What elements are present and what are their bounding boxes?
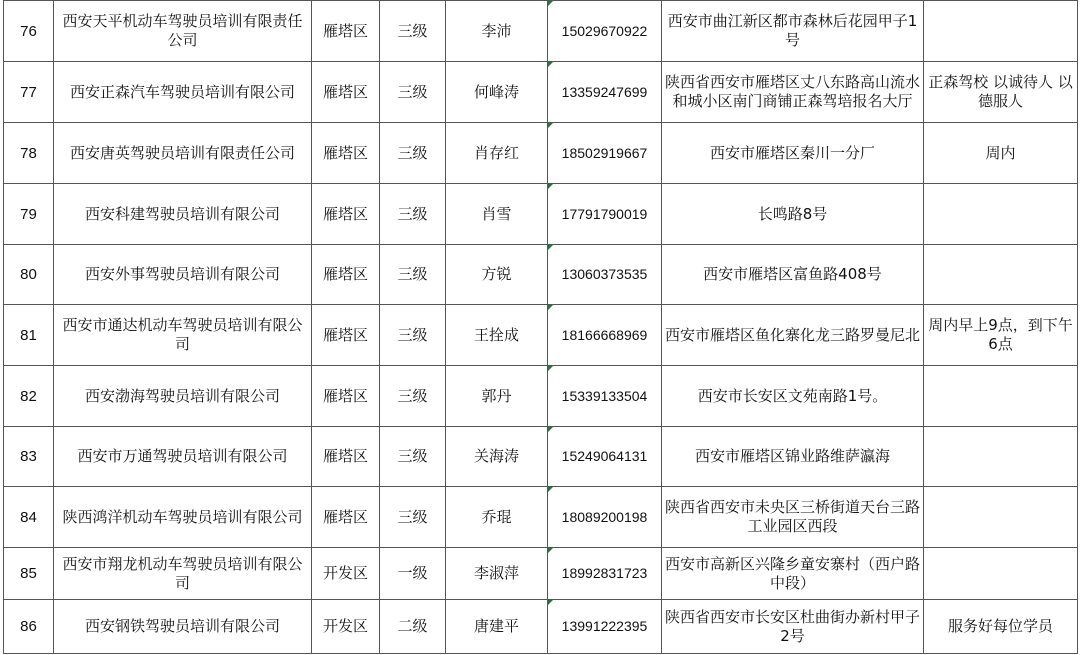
row-number-cell xyxy=(4,600,54,654)
contact-person-text: 李淑萍 xyxy=(473,564,519,582)
school-name-cell xyxy=(54,123,312,184)
level-cell xyxy=(380,366,446,427)
district-text: 开发区 xyxy=(322,617,368,635)
row-number-cell xyxy=(4,123,54,184)
phone-text: 13359247699 xyxy=(561,83,648,100)
district-text: 雁塔区 xyxy=(322,82,368,101)
district-text: 雁塔区 xyxy=(322,447,368,465)
phone-cell xyxy=(548,487,662,548)
note-cell xyxy=(924,245,1078,305)
contact-person-text: 方锐 xyxy=(481,265,512,283)
district-text: 雁塔区 xyxy=(322,507,368,526)
address-text: 西安市高新区兴隆乡童安寨村（西户路中段） xyxy=(665,554,921,592)
address-cell xyxy=(662,305,924,366)
note-cell xyxy=(924,366,1078,427)
school-name-cell xyxy=(54,427,312,487)
cell-indicator-mark xyxy=(548,184,553,189)
phone-text: 15249064131 xyxy=(561,448,648,464)
school-name-cell xyxy=(54,600,312,654)
address-cell xyxy=(662,548,924,600)
level-text: 三级 xyxy=(397,325,428,344)
table-row xyxy=(4,427,1078,487)
district-cell xyxy=(312,1,380,62)
table-row xyxy=(4,184,1078,245)
contact-person-cell xyxy=(446,600,548,654)
phone-text: 18502919667 xyxy=(561,144,648,161)
phone-text: 13991222395 xyxy=(561,618,648,634)
note-text: 周内早上9点，到下午6点 xyxy=(928,316,1073,353)
district-text: 雁塔区 xyxy=(322,325,368,344)
phone-cell xyxy=(548,548,662,600)
level-text: 三级 xyxy=(397,21,428,40)
level-cell xyxy=(380,1,446,62)
district-cell xyxy=(312,427,380,487)
row-number-text: 81 xyxy=(20,326,37,344)
contact-person-text: 乔琨 xyxy=(481,507,512,526)
phone-cell xyxy=(548,245,662,305)
row-number-text: 80 xyxy=(20,266,37,283)
level-text: 三级 xyxy=(397,204,428,223)
cell-indicator-mark xyxy=(548,305,553,310)
contact-person-text: 何峰涛 xyxy=(473,82,519,101)
school-name-text: 西安外事驾驶员培训有限公司 xyxy=(84,265,280,283)
row-number-text: 78 xyxy=(20,144,37,162)
row-number-cell xyxy=(4,427,54,487)
table-row xyxy=(4,305,1078,366)
address-text: 长鸣路8号 xyxy=(757,204,828,223)
level-cell xyxy=(380,600,446,654)
contact-person-text: 王拴成 xyxy=(473,325,519,344)
school-name-text: 西安天平机动车驾驶员培训有限责任公司 xyxy=(62,12,303,49)
phone-cell xyxy=(548,305,662,366)
cell-indicator-mark xyxy=(548,1,553,6)
note-cell xyxy=(924,427,1078,487)
contact-person-text: 郭丹 xyxy=(481,386,512,405)
cell-indicator-mark xyxy=(548,600,553,605)
district-text: 雁塔区 xyxy=(322,21,368,40)
contact-person-text: 关海涛 xyxy=(473,447,519,465)
phone-text: 18089200198 xyxy=(561,508,648,525)
district-cell xyxy=(312,184,380,245)
contact-person-text: 肖雪 xyxy=(481,204,512,223)
table-row xyxy=(4,1,1078,62)
district-text: 开发区 xyxy=(322,564,368,582)
address-text: 陕西省西安市未央区三桥街道天台三路工业园区西段 xyxy=(665,498,921,535)
district-cell xyxy=(312,305,380,366)
row-number-cell xyxy=(4,245,54,305)
note-cell xyxy=(924,305,1078,366)
table-row xyxy=(4,548,1078,600)
district-text: 雁塔区 xyxy=(322,143,368,162)
row-number-text: 85 xyxy=(20,565,37,582)
address-cell xyxy=(662,62,924,123)
address-text: 西安市雁塔区秦川一分厂 xyxy=(709,143,875,162)
district-cell xyxy=(312,245,380,305)
cell-indicator-mark xyxy=(548,366,553,371)
contact-person-cell xyxy=(446,62,548,123)
cell-indicator-mark xyxy=(548,487,553,492)
school-name-cell xyxy=(54,487,312,548)
phone-text: 15029670922 xyxy=(561,22,648,39)
district-cell xyxy=(312,123,380,184)
school-name-text: 西安唐英驾驶员培训有限责任公司 xyxy=(69,143,295,162)
address-text: 西安市雁塔区锦业路维萨瀛海 xyxy=(694,447,890,465)
phone-cell xyxy=(548,366,662,427)
district-text: 雁塔区 xyxy=(322,386,368,405)
school-name-cell xyxy=(54,184,312,245)
table-row xyxy=(4,245,1078,305)
contact-person-text: 李沛 xyxy=(481,21,512,40)
row-number-text: 77 xyxy=(20,83,37,101)
row-number-cell xyxy=(4,1,54,62)
level-text: 三级 xyxy=(397,447,428,465)
phone-text: 13060373535 xyxy=(561,266,648,282)
district-cell xyxy=(312,366,380,427)
contact-person-cell xyxy=(446,487,548,548)
school-name-cell xyxy=(54,245,312,305)
address-cell xyxy=(662,1,924,62)
contact-person-cell xyxy=(446,123,548,184)
contact-person-cell xyxy=(446,548,548,600)
note-text: 正森驾校 以诚待人 以德服人 xyxy=(928,73,1073,110)
row-number-text: 79 xyxy=(20,205,37,223)
district-cell xyxy=(312,600,380,654)
row-number-cell xyxy=(4,487,54,548)
cell-indicator-mark xyxy=(548,548,553,553)
table-row xyxy=(4,62,1078,123)
district-cell xyxy=(312,62,380,123)
contact-person-cell xyxy=(446,1,548,62)
note-text: 周内 xyxy=(985,143,1016,162)
table-row xyxy=(4,123,1078,184)
address-cell xyxy=(662,123,924,184)
row-number-cell xyxy=(4,184,54,245)
note-cell xyxy=(924,600,1078,654)
level-cell xyxy=(380,62,446,123)
row-number-cell xyxy=(4,548,54,600)
school-name-text: 西安科建驾驶员培训有限公司 xyxy=(84,204,280,223)
address-text: 西安市曲江新区都市森林后花园甲子1号 xyxy=(667,12,918,49)
school-name-cell xyxy=(54,548,312,600)
phone-cell xyxy=(548,123,662,184)
level-text: 三级 xyxy=(397,82,428,101)
row-number-text: 84 xyxy=(20,508,37,526)
row-number-text: 86 xyxy=(20,618,37,635)
level-cell xyxy=(380,548,446,600)
phone-cell xyxy=(548,1,662,62)
address-cell xyxy=(662,184,924,245)
row-number-cell xyxy=(4,305,54,366)
address-cell xyxy=(662,427,924,487)
level-cell xyxy=(380,305,446,366)
school-name-cell xyxy=(54,366,312,427)
note-cell xyxy=(924,123,1078,184)
cell-indicator-mark xyxy=(548,245,553,250)
district-cell xyxy=(312,548,380,600)
address-cell xyxy=(662,366,924,427)
row-number-cell xyxy=(4,366,54,427)
cell-indicator-mark xyxy=(548,123,553,128)
note-cell xyxy=(924,62,1078,123)
phone-text: 17791790019 xyxy=(561,205,648,222)
level-text: 三级 xyxy=(397,143,428,162)
phone-text: 15339133504 xyxy=(561,387,648,404)
level-cell xyxy=(380,184,446,245)
address-text: 西安市雁塔区富鱼路408号 xyxy=(703,265,882,283)
phone-text: 18992831723 xyxy=(561,565,648,581)
address-text: 陕西省西安市长安区杜曲街办新村甲子2号 xyxy=(665,607,921,645)
note-cell xyxy=(924,184,1078,245)
address-cell xyxy=(662,600,924,654)
phone-cell xyxy=(548,62,662,123)
note-cell xyxy=(924,1,1078,62)
contact-person-cell xyxy=(446,427,548,487)
note-text: 服务好每位学员 xyxy=(947,617,1053,635)
level-cell xyxy=(380,427,446,487)
contact-person-cell xyxy=(446,366,548,427)
level-cell xyxy=(380,245,446,305)
school-name-text: 西安渤海驾驶员培训有限公司 xyxy=(84,386,280,405)
contact-person-cell xyxy=(446,184,548,245)
row-number-text: 76 xyxy=(20,22,37,40)
row-number-text: 82 xyxy=(20,387,37,405)
school-name-text: 陕西鸿洋机动车驾驶员培训有限公司 xyxy=(62,507,303,526)
school-name-text: 西安市翔龙机动车驾驶员培训有限公司 xyxy=(62,554,303,592)
level-text: 二级 xyxy=(397,617,428,635)
contact-person-cell xyxy=(446,245,548,305)
address-text: 西安市长安区文苑南路1号。 xyxy=(697,386,888,405)
address-cell xyxy=(662,487,924,548)
table-row xyxy=(4,600,1078,654)
level-text: 三级 xyxy=(397,265,428,283)
address-text: 陕西省西安市雁塔区丈八东路高山流水和城小区南门商铺正森驾培报名大厅 xyxy=(665,73,921,110)
school-name-text: 西安市通达机动车驾驶员培训有限公司 xyxy=(62,316,303,353)
phone-cell xyxy=(548,600,662,654)
phone-cell xyxy=(548,184,662,245)
district-text: 雁塔区 xyxy=(322,204,368,223)
school-name-cell xyxy=(54,305,312,366)
school-name-cell xyxy=(54,62,312,123)
level-cell xyxy=(380,487,446,548)
address-cell xyxy=(662,245,924,305)
level-text: 三级 xyxy=(397,507,428,526)
district-cell xyxy=(312,487,380,548)
school-name-text: 西安正森汽车驾驶员培训有限公司 xyxy=(69,82,295,101)
phone-text: 18166668969 xyxy=(561,326,648,343)
note-cell xyxy=(924,548,1078,600)
row-number-cell xyxy=(4,62,54,123)
school-name-cell xyxy=(54,1,312,62)
contact-person-cell xyxy=(446,305,548,366)
address-text: 西安市雁塔区鱼化寨化龙三路罗曼尼北 xyxy=(665,325,921,344)
table-row xyxy=(4,366,1078,427)
cell-indicator-mark xyxy=(548,427,553,432)
cell-indicator-mark xyxy=(548,62,553,67)
contact-person-text: 唐建平 xyxy=(473,617,519,635)
level-text: 三级 xyxy=(397,386,428,405)
phone-cell xyxy=(548,427,662,487)
table-row xyxy=(4,487,1078,548)
note-cell xyxy=(924,487,1078,548)
table-body xyxy=(4,1,1078,654)
district-text: 雁塔区 xyxy=(322,265,368,283)
level-text: 一级 xyxy=(397,564,428,582)
driving-school-table xyxy=(3,0,1078,654)
row-number-text: 83 xyxy=(20,448,37,465)
school-name-text: 西安市万通驾驶员培训有限公司 xyxy=(77,447,288,465)
school-name-text: 西安钢铁驾驶员培训有限公司 xyxy=(84,617,280,635)
level-cell xyxy=(380,123,446,184)
contact-person-text: 肖存红 xyxy=(473,143,519,162)
